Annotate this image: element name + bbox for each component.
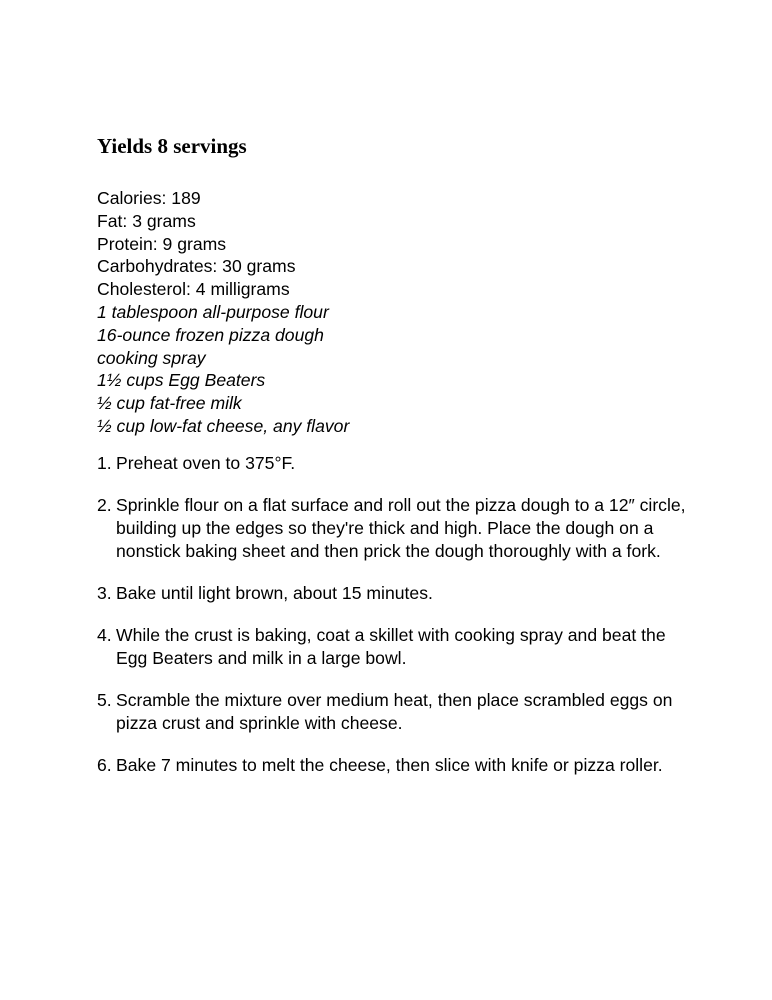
nutrition-item: Cholesterol: 4 milligrams [97,279,290,300]
step-number: 6. [97,755,112,776]
nutrition-item: Calories: 189 [97,188,201,208]
step-text: Scramble the mixture over medium heat, then place scrambled eggs on pizza crust and sprinkle with cheese. [116,690,673,734]
recipe-content [97,187,697,797]
step-number: 5. [97,690,112,711]
nutrition-item: Protein: 9 grams [97,233,227,254]
step-number: 1. [97,452,112,473]
step-number: 3. [97,582,112,603]
ingredient-item: ½ cup low-fat cheese, any flavor [97,415,350,436]
ingredient-item: ½ cup fat-free milk [97,393,242,414]
instruction-step [97,582,697,605]
step-text: Sprinkle flour on a flat surface and roll out the pizza dough to a 12″ circle, building up the edges so they're thick and high. Place the dough on a nonstick baking sheet and then prick the dough thoroughly with a fork. [116,495,686,561]
step-text: While the crust is baking, coat a skillet with cooking spray and beat the Egg Beaters and milk in a large bowl. [116,625,666,669]
yield-heading: Yields 8 servings [97,134,247,158]
step-text: Bake until light brown, about 15 minutes. [116,582,433,603]
nutrition-item: Fat: 3 grams [97,210,196,231]
instruction-step [97,452,697,475]
instruction-step [97,624,697,670]
ingredient-item: 1 tablespoon all-purpose flour [97,301,329,322]
instruction-step [97,494,697,562]
step-number: 2. [97,495,112,516]
ingredient-item: cooking spray [97,347,206,368]
instruction-steps [97,452,697,777]
ingredient-item: 16-ounce frozen pizza dough [97,324,324,345]
nutrition-item: Carbohydrates: 30 grams [97,256,296,277]
nutrition-list [97,187,697,301]
instruction-step [97,689,697,735]
step-text: Preheat oven to 375°F. [116,452,296,473]
ingredient-item: 1½ cups Egg Beaters [97,370,266,391]
instruction-step [97,754,697,777]
ingredient-list [97,301,697,438]
step-number: 4. [97,625,112,646]
step-text: Bake 7 minutes to melt the cheese, then slice with knife or pizza roller. [116,755,663,776]
